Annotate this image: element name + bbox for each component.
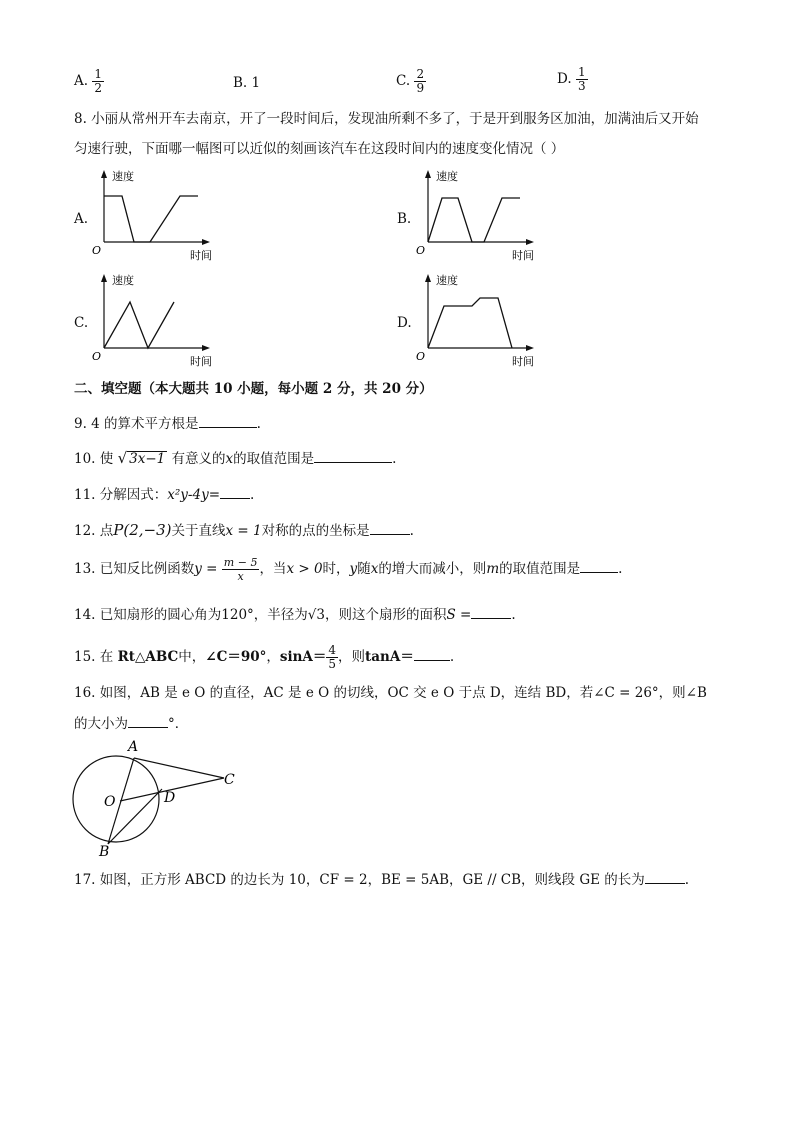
graph-c-label: C. [74, 315, 89, 331]
q16-line2: 的大小为 °． [74, 713, 188, 733]
sqrt-sign: √ [117, 449, 128, 467]
graph-b-label: B. [397, 211, 412, 227]
q16-line1: 16. 如图，AB 是 e O 的直径，AC 是 e O 的切线，OC 交 e O 于点 D，连结 BD，若∠C = 26°，则∠B [74, 685, 707, 701]
graph-c-origin: O [92, 350, 102, 363]
option-b: B. 1 [233, 75, 261, 91]
graph-b [412, 168, 552, 264]
label-c: C [224, 772, 235, 788]
q9: 9. 4 的算术平方根是 . [74, 413, 261, 433]
label-b: B [99, 844, 110, 860]
option-a: A. $\frac{1}{2}$ [74, 67, 102, 95]
circle-o [73, 756, 159, 842]
graph-c-x-label: 时间 [190, 355, 212, 368]
q10: 10. 使 √ 3x−1 有意义的x的取值范围是 . [74, 449, 397, 467]
option-c: C. $\frac{2}{9}$ [396, 67, 425, 95]
tangent-ac [134, 758, 224, 778]
q13: 13. 已知反比例函数y = $\frac{m - 5}{x}$ ，当x > 0时，y随x的增大而减小，则m的取值范围是 . [74, 556, 623, 583]
q13-fraction: $\frac{m - 5}{x}$ [223, 556, 258, 583]
option-d-fraction: $\frac{1}{3}$ [577, 65, 586, 93]
q15: 15. 在 Rt△ABC中，∠C＝90°，sinA＝ $\frac{4}{5}$ ，则tanA＝ . [74, 643, 455, 671]
q14-answer-blank [471, 604, 511, 619]
q17-answer-blank [645, 869, 685, 884]
q15-fraction: $\frac{4}{5}$ [328, 643, 337, 671]
graph-a-label: A. [74, 211, 89, 227]
option-a-fraction: $\frac{1}{2}$ [94, 67, 102, 95]
graph-a-y-label: 速度 [112, 170, 134, 183]
graph-d-origin: O [416, 350, 426, 363]
graph-b-y-label: 速度 [436, 170, 458, 183]
graph-d-label: D. [397, 315, 412, 331]
graph-a [88, 168, 228, 264]
q15-answer-blank [414, 646, 450, 661]
q11-answer-blank [220, 484, 250, 499]
graph-d-x-label: 时间 [512, 355, 534, 368]
graph-c-y-label: 速度 [112, 274, 134, 287]
graph-a-origin: O [92, 244, 102, 257]
q12: 12. 点P(2,−3)关于直线x = 1对称的点的坐标是 . [74, 521, 414, 539]
section-heading: 二、填空题（本大题共 10 小题，每小题 2 分，共 20 分） [74, 381, 433, 397]
option-d: D. $\frac{1}{3}$ [557, 65, 586, 93]
label-o: O [104, 794, 116, 810]
label-a: A [128, 739, 139, 755]
q14: 14. 已知扇形的圆心角为120°，半径为√3，则这个扇形的面积S = . [74, 604, 516, 624]
q12-answer-blank [370, 520, 410, 535]
q9-answer-blank [199, 413, 257, 428]
q10-radicand: 3x−1 [129, 451, 166, 467]
option-c-fraction: $\frac{2}{9}$ [416, 67, 425, 95]
q13-answer-blank [580, 558, 618, 573]
q16-answer-blank [128, 713, 168, 728]
graph-a-x-label: 时间 [190, 249, 212, 262]
q8-line1: 8. 小丽从常州开车去南京，开了一段时间后，发现油所剩不多了，于是开到服务区加油，加满油后又开始 [74, 111, 699, 127]
q17: 17. 如图，正方形 ABCD 的边长为 10，CF = 2，BE = 5AB，GE // CB，则线段 GE 的长为 . [74, 869, 689, 889]
q10-answer-blank [314, 448, 392, 463]
q8-line2: 匀速行驶，下面哪一幅图可以近似的刻画该汽车在这段时间内的速度变化情况（ ） [74, 141, 565, 157]
graph-d [412, 272, 552, 370]
graph-b-x-label: 时间 [512, 249, 534, 262]
q16-figure [66, 736, 246, 860]
q11: 11. 分解因式：x²y-4y= . [74, 484, 254, 504]
graph-b-origin: O [416, 244, 426, 257]
label-d: D [164, 790, 176, 806]
graph-d-y-label: 速度 [436, 274, 458, 287]
graph-c [88, 272, 228, 370]
